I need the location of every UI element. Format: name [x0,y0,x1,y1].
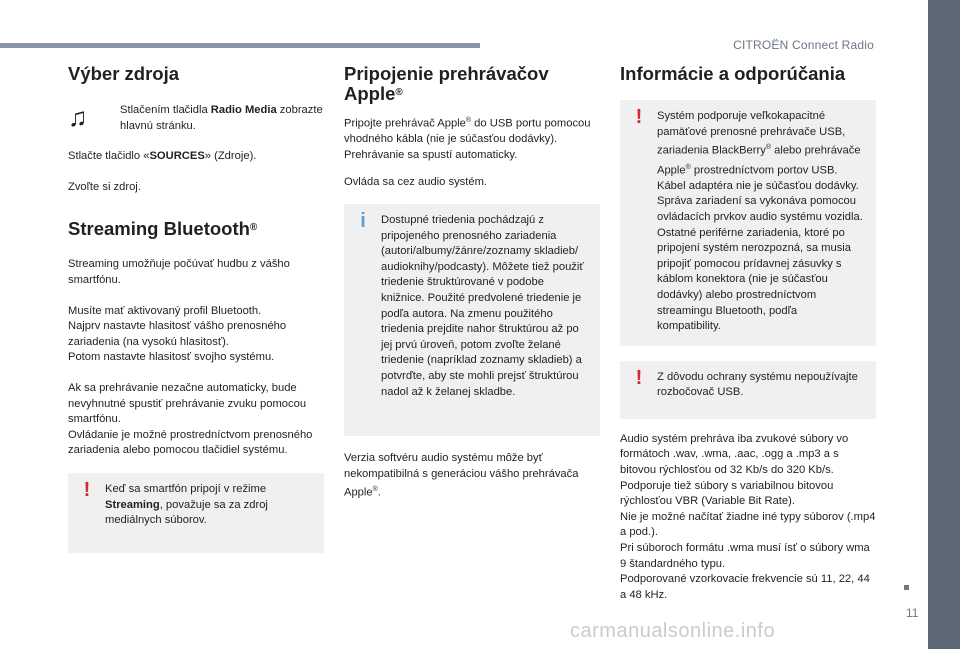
heading-apple-connection [344,64,600,104]
column-3 [620,64,876,603]
header-rule [0,43,480,48]
heading-text: Pripojenie prehrávačov Apple [344,63,549,104]
heading-info-recommendations: Informácie a odporúčania [620,63,846,84]
warning-box [68,473,324,553]
paragraph: Nie je možné načítať žiadne iné typy súborov (.mp4 a pod.). [620,510,876,539]
watermark: carmanualsonline.info [570,620,776,642]
text-span: Systém podporuje veľkokapacitné pamäťové prenosné prehrávače USB, zariadenia BlackBerry [657,110,846,157]
registered-mark: ® [395,87,403,98]
text-span: do USB portu pomocou vhodného kábla (nie je súčasťou dodávky). [344,117,591,146]
bold-span: Streaming [105,498,160,511]
heading-source-selection: Výber zdroja [68,63,180,84]
warning-exclamation-icon: ! [83,478,91,501]
text-span: Pripojte prehrávač Apple [344,117,466,130]
heading-bluetooth-streaming [68,219,324,239]
paragraph [344,113,600,148]
paragraph: Ak sa prehrávanie nezačne automaticky, bude nevyhnutné spustiť prehrávanie zvuku pomocou smartfónu. [68,381,307,426]
page-number: 11 [906,606,919,620]
text-span: » (Zdroje). [204,150,257,163]
registered-mark: ® [249,222,258,234]
paragraph [344,451,600,502]
heading-text: Streaming Bluetooth [68,218,250,240]
text-span: Keď sa smartfón pripojí v režime [105,482,267,495]
paragraph: Ovládanie je možné prostredníctvom prenosného zariadenia alebo pomocou tlačidiel systému. [68,428,313,457]
registered-mark: ® [465,117,472,124]
warning-exclamation-icon: ! [635,106,643,128]
registered-mark: ® [765,144,771,152]
text-span: . [377,487,381,500]
info-text: Dostupné triedenia pochádzajú z pripojeného prenosného zariadenia (autori/albumy/žánre/zoznamy skladieb/ audioknihy/podcasty). Môžete tiež použiť triedenie štruktúrované v podobe knižnice. Použité predvolené triedenie je podľa autora. Na zmenu použitého triedenia prejdite nahor štruktúrou až po jej prvú úroveň, potom zvoľte želané triedenie (napríklad zoznamy skladieb) a potvrďte, aby ste mohli prejsť štruktúrou nadol až k želanej skladbe. [381,214,584,398]
registered-mark: ® [372,486,378,494]
paragraph: Ovláda sa cez audio systém. [344,175,488,188]
warning-box [620,100,876,346]
warning-exclamation-icon: ! [635,366,643,389]
bold-span: SOURCES [149,150,205,163]
paragraph: Potom nastavte hlasitosť svojho systému. [68,351,275,364]
paragraph [68,149,324,165]
paragraph: Musíte mať aktivovaný profil Bluetooth. [68,304,262,317]
paragraph: Podporuje tiež súbory s variabilnou bitovou rýchlosťou VBR (Variable Bit Rate). [620,479,834,508]
text-span: Verzia softvéru audio systému môže byť nekompatibilná s generáciou vášho prehrávača Apple [344,452,579,500]
page-marker [904,585,909,590]
paragraph: Streaming umožňuje počúvať hudbu z vášho smartfónu. [68,258,290,286]
music-note-icon: ♫ [68,102,88,132]
warning-text: Z dôvodu ochrany systému nepoužívajte rozbočovač USB. [657,370,858,399]
paragraph: Najprv nastavte hlasitosť vášho prenosného zariadenia (na vysokú hlasitosť). [68,320,287,348]
text-span: alebo prehrávače Apple [657,144,861,177]
paragraph: Podporované vzorkovacie frekvencie sú 11, 22, 44 a 48 kHz. [620,573,870,601]
warning-text [657,109,864,335]
column-2 [344,64,600,502]
music-note-row [68,103,324,134]
paragraph: Pri súboroch formátu .wma musí ísť o súbory wma 9 štandardného typu. [620,541,870,570]
text-span: Stlačte tlačidlo « [68,150,150,163]
info-icon: i [360,210,366,233]
text-span: Stlačením tlačidla [120,104,211,116]
column-1 [68,64,324,553]
side-tab [928,0,960,649]
text-span: prostredníctvom portov USB. Kábel adaptéra nie je súčasťou dodávky. Správa zariadení sa vykonáva pomocou ovládacích prvkov audio systému vozidla. Ostatné periférne zariadenia, ktoré po pripojení systém nerozpozná, sa musia pripojiť pomocou prídavnej zásuvky s káblom konektora (nie je súčasťou dodávky) alebo prostredníctvom streamingu Bluetooth, podľa kompatibility. [657,164,863,333]
bold-span: Radio Media [210,104,277,116]
text-span: zobrazte hlavnú stránku. [120,104,323,132]
header-title: CITROËN Connect Radio [733,38,874,52]
text-span: , považuje sa za zdroj mediálnych súborov. [105,498,268,527]
music-note-text [120,103,324,134]
warning-box [620,361,876,419]
registered-mark: ® [685,163,691,171]
paragraph: Audio systém prehráva iba zvukové súbory vo formátoch .wav, .wma, .aac, .ogg a .mp3 a s bitovou rýchlosťou od 32 Kb/s do 320 Kb/s. [620,432,849,476]
info-box [344,204,600,436]
warning-text [105,482,312,529]
paragraph: Zvoľte si zdroj. [68,180,141,193]
paragraph: Prehrávanie sa spustí automaticky. [344,148,518,161]
